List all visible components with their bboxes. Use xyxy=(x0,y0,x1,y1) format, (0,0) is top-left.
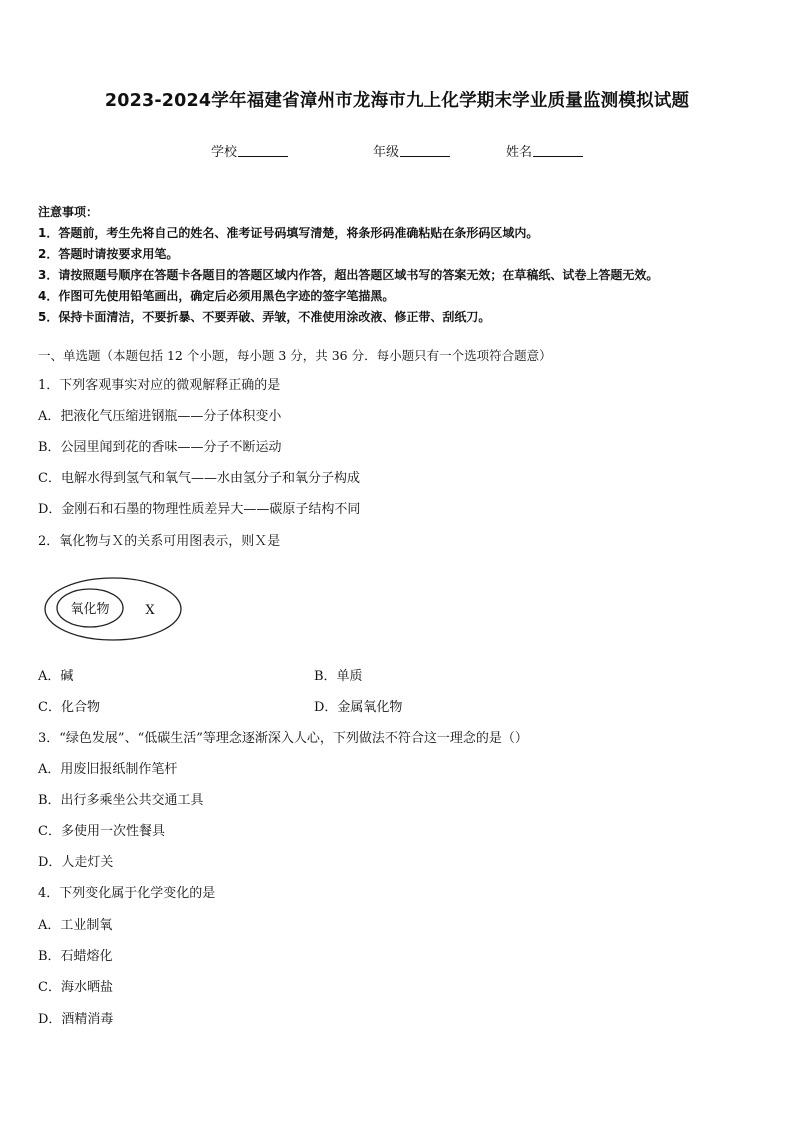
question-4-option-c[interactable]: C．海水晒盐 xyxy=(38,980,113,995)
grade-label: 年级 xyxy=(373,145,400,160)
question-4-option-b[interactable]: B．石蜡熔化 xyxy=(38,949,113,964)
question-2-option-b[interactable]: B．单质 xyxy=(314,669,363,684)
exam-title: 2023-2024学年福建省漳州市龙海市九上化学期末学业质量监测模拟试题 xyxy=(104,91,690,111)
section-heading: 一、单选题（本题包括 12 个小题，每小题 3 分，共 36 分．每小题只有一个选项符合题意） xyxy=(38,348,552,363)
notice-item: 3．请按照题号顺序在答题卡各题目的答题区域内作答，超出答题区域书写的答案无效；在草稿纸、试卷上答题无效。 xyxy=(38,268,659,282)
notice-block xyxy=(38,202,658,328)
question-4-option-a[interactable]: A．工业制氧 xyxy=(38,918,113,933)
outer-ellipse-label: X xyxy=(145,603,155,618)
question-3-option-b[interactable]: B．出行多乘坐公共交通工具 xyxy=(38,793,204,808)
question-3-option-d[interactable]: D．人走灯关 xyxy=(38,855,114,870)
school-label: 学校 xyxy=(211,145,238,160)
question-3-option-a[interactable]: A．用废旧报纸制作笔杆 xyxy=(38,762,178,777)
question-4-stem: 4．下列变化属于化学变化的是 xyxy=(38,886,216,901)
question-1-option-a[interactable]: A．把液化气压缩进钢瓶——分子体积变小 xyxy=(38,409,282,424)
grade-field[interactable] xyxy=(373,141,450,160)
question-2-option-c[interactable]: C．化合物 xyxy=(38,700,100,715)
inner-ellipse-label: 氧化物 xyxy=(70,602,110,617)
question-3-option-c[interactable]: C．多使用一次性餐具 xyxy=(38,824,165,839)
question-2-option-a[interactable]: A．碱 xyxy=(38,669,74,684)
question-1-option-c[interactable]: C．电解水得到氢气和氧气——水由氢分子和氧分子构成 xyxy=(38,471,360,486)
question-2-stem: 2．氧化物与Ｘ的关系可用图表示，则Ｘ是 xyxy=(38,534,281,549)
notice-item: 5．保持卡面清洁，不要折暴、不要弄破、弄皱，不准使用涂改液、修正带、刮纸刀。 xyxy=(38,310,491,324)
name-blank[interactable] xyxy=(533,144,583,157)
question-3-stem: 3．“绿色发展”、“低碳生活”等理念逐渐深入人心，下列做法不符合这一理念的是（） xyxy=(38,731,528,746)
notice-item: 2．答题时请按要求用笔。 xyxy=(38,247,179,261)
grade-blank[interactable] xyxy=(400,144,450,157)
question-1-option-b[interactable]: B．公园里闻到花的香味——分子不断运动 xyxy=(38,440,282,455)
notice-heading: 注意事项： xyxy=(38,205,99,219)
question-1-stem: 1．下列客观事实对应的微观解释正确的是 xyxy=(38,378,281,393)
school-blank[interactable] xyxy=(238,144,288,157)
question-1-option-d[interactable]: D．金刚石和石墨的物理性质差异大——碳原子结构不同 xyxy=(38,502,361,517)
question-2-option-d[interactable]: D．金属氧化物 xyxy=(314,700,403,715)
school-field[interactable] xyxy=(211,141,288,160)
notice-item: 1．答题前，考生先将自己的姓名、准考证号码填写清楚，将条形码准确粘贴在条形码区域内。 xyxy=(38,226,539,240)
venn-diagram xyxy=(43,576,185,642)
name-label: 姓名 xyxy=(506,145,533,160)
name-field[interactable] xyxy=(506,141,583,160)
question-4-option-d[interactable]: D．酒精消毒 xyxy=(38,1012,114,1027)
notice-item: 4．作图可先使用铅笔画出，确定后必须用黑色字迹的签字笔描黑。 xyxy=(38,289,395,303)
outer-ellipse xyxy=(45,578,181,640)
